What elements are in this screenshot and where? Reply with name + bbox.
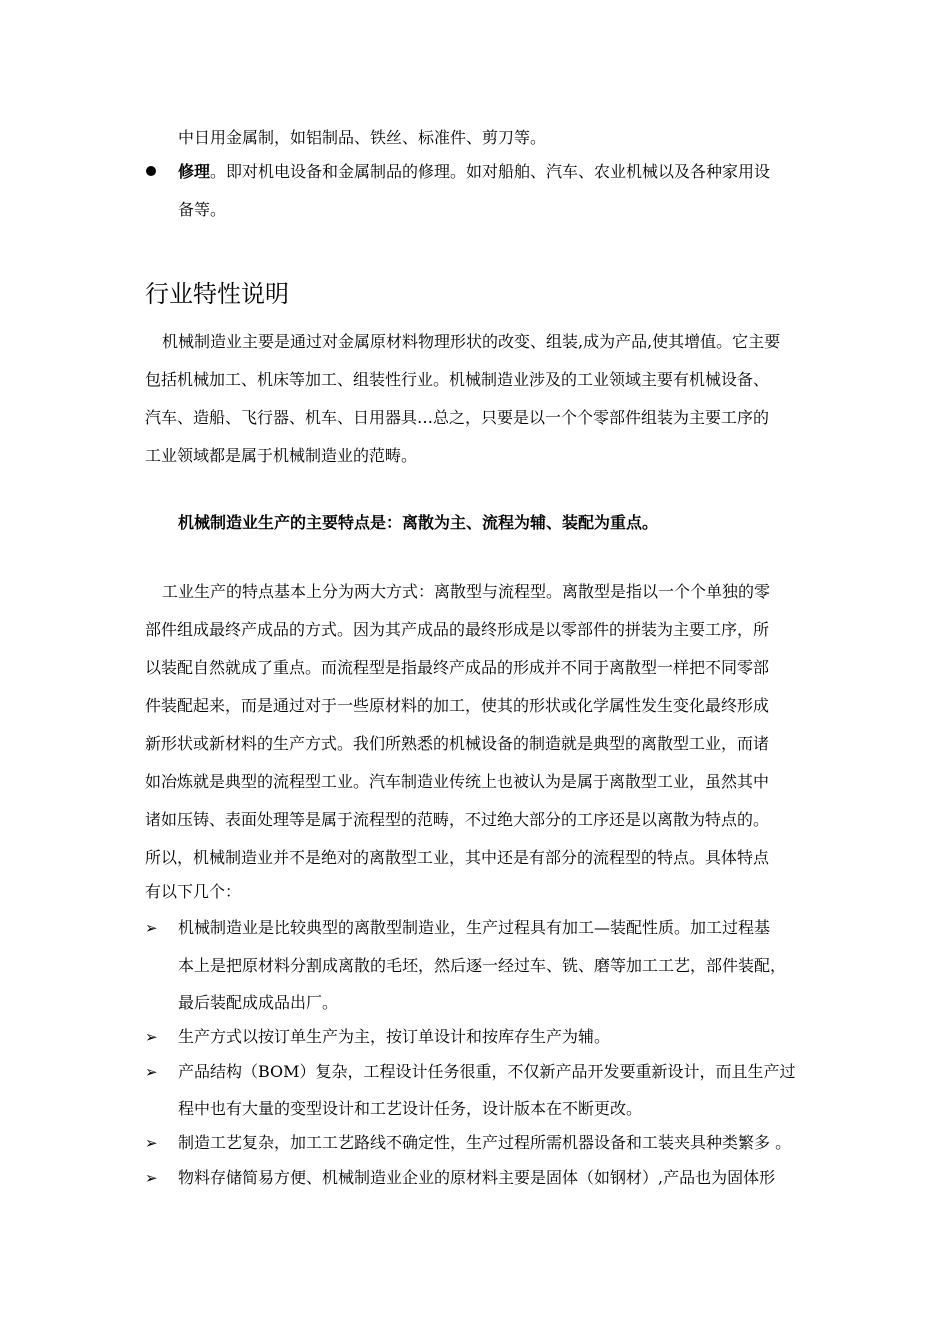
repair-item (178, 162, 770, 182)
list-item: 制造工艺复杂，加工工艺路线不确定性，生产过程所需机器设备和工装夹具种类繁多 。 (178, 1133, 792, 1152)
paragraph-line: 机械制造业主要是通过对金属原材料物理形状的改变、组装,成为产品,使其增值。它主要 (162, 332, 781, 351)
key-point: 机械制造业生产的主要特点是：离散为主、流程为辅、装配为重点。 (178, 513, 659, 532)
arrow-bullet-icon: ➢ (145, 1169, 158, 1187)
paragraph-line: 诸如压铸、表面处理等是属于流程型的范畴，不过绝大部分的工序还是以离散为特点的。 (145, 810, 770, 829)
bullet-dot-icon (146, 166, 156, 176)
arrow-bullet-icon: ➢ (145, 1028, 158, 1046)
list-item: 生产方式以按订单生产为主，按订单设计和按库存生产为辅。 (178, 1027, 611, 1046)
arrow-bullet-icon: ➢ (145, 1134, 158, 1152)
paragraph-line: 有以下几个： (145, 882, 242, 901)
paragraph-line: 包括机械加工、机床等加工、组装性行业。机械制造业涉及的工业领域主要有机械设备、 (145, 370, 770, 389)
list-item-continuation: 最后装配成成品出厂。 (178, 993, 339, 1012)
paragraph-line: 如冶炼就是典型的流程型工业。汽车制造业传统上也被认为是属于离散型工业，虽然其中 (145, 772, 770, 791)
section-title: 行业特性说明 (145, 280, 289, 308)
paragraph-line: 以装配自然就成了重点。而流程型是指最终产成品的形成并不同于离散型一样把不同零部 (145, 658, 770, 677)
paragraph-line: 件装配起来，而是通过对于一些原材料的加工，使其的形状或化学属性发生变化最终形成 (145, 696, 770, 715)
paragraph-line: 汽车、造船、飞行器、机车、日用器具…总之，只要是以一个个零部件组装为主要工序的 (145, 408, 770, 427)
intro-line-1: 中日用金属制，如铝制品、铁丝、标准件、剪刀等。 (178, 128, 547, 147)
paragraph-line: 工业领域都是属于机械制造业的范畴。 (145, 446, 418, 465)
repair-description: 。即对机电设备和金属制品的修理。如对船舶、汽车、农业机械以及各种家用设 (210, 162, 771, 181)
list-item: 机械制造业是比较典型的离散型制造业，生产过程具有加工—装配性质。加工过程基 (178, 918, 771, 937)
list-item: 产品结构（BOM）复杂，工程设计任务很重，不仅新产品开发要重新设计，而且生产过 (178, 1062, 796, 1081)
paragraph-line: 新形状或新材料的生产方式。我们所熟悉的机械设备的制造就是典型的离散型工业，而诸 (145, 734, 770, 753)
arrow-bullet-icon: ➢ (145, 919, 158, 937)
list-item-continuation: 程中也有大量的变型设计和工艺设计任务，设计版本在不断更改。 (178, 1099, 643, 1118)
repair-term: 修理 (178, 162, 211, 181)
paragraph-line: 部件组成最终产成品的方式。因为其产成品的最终形成是以零部件的拼装为主要工序，所 (145, 620, 770, 639)
paragraph-line: 工业生产的特点基本上分为两大方式：离散型与流程型。离散型是指以一个个单独的零 (162, 582, 771, 601)
repair-line-2: 备等。 (178, 200, 227, 219)
list-item: 物料存储简易方便、机械制造业企业的原材料主要是固体（如钢材）,产品也为固体形 (178, 1168, 776, 1187)
arrow-bullet-icon: ➢ (145, 1063, 158, 1081)
list-item-continuation: 本上是把原材料分割成离散的毛坯，然后逐一经过车、铣、磨等加工工艺，部件装配， (178, 956, 787, 975)
paragraph-line: 所以，机械制造业并不是绝对的离散型工业，其中还是有部分的流程型的特点。具体特点 (145, 848, 770, 867)
